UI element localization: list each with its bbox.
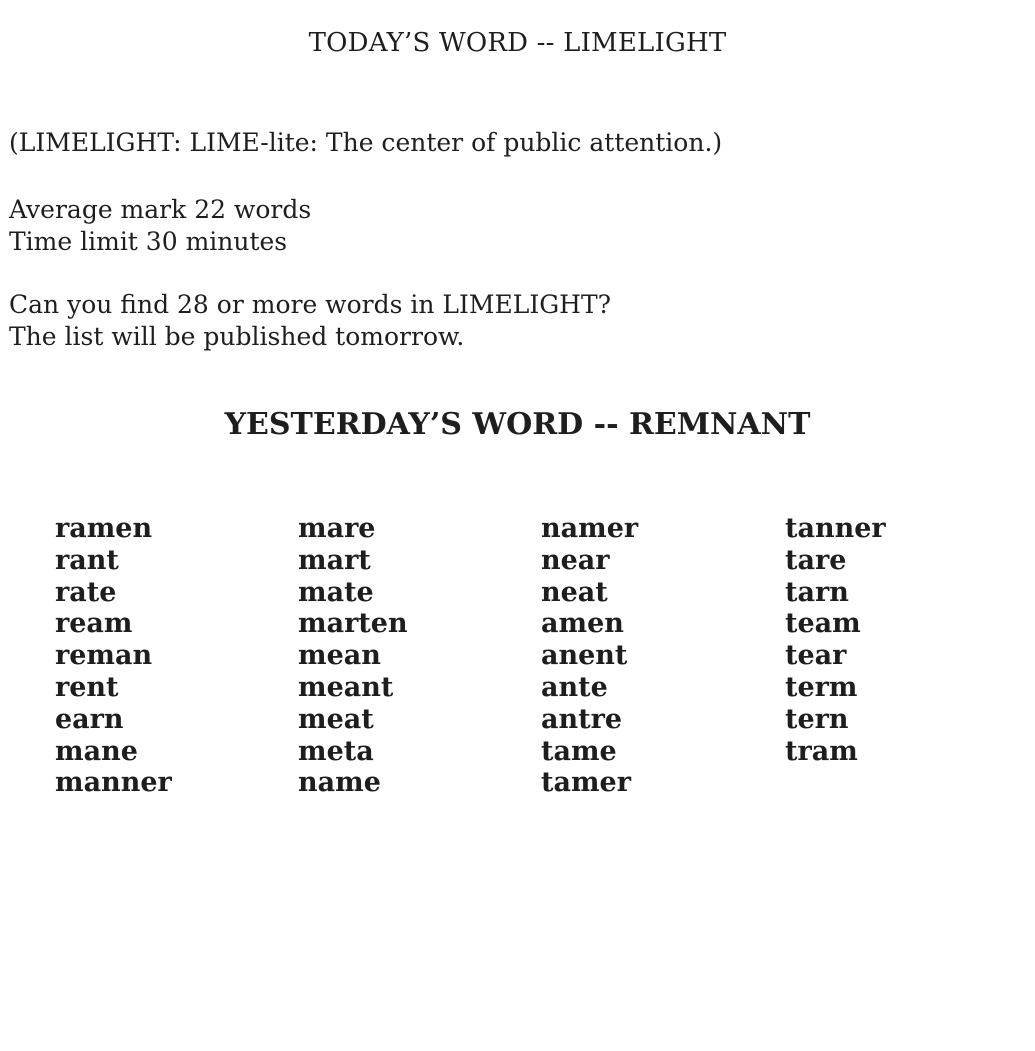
word-item: term [785, 671, 858, 703]
word-item: reman [55, 640, 153, 672]
word-item: tare [785, 544, 847, 576]
word-item: near [541, 544, 610, 576]
word-item: mate [298, 576, 374, 608]
word-column [785, 513, 1025, 767]
word-item: rent [55, 671, 119, 703]
word-item: namer [541, 513, 639, 544]
word-item: neat [541, 576, 608, 608]
word-item: mane [55, 735, 138, 767]
word-column [541, 513, 781, 799]
word-item: name [298, 767, 381, 799]
word-item: rate [55, 576, 117, 608]
time-limit: Time limit 30 minutes [9, 227, 288, 256]
word-item: meat [298, 703, 374, 735]
word-item: tram [785, 735, 858, 767]
word-item: anent [541, 640, 628, 672]
challenge-question: Can you find 28 or more words in LIMELIGHT? [9, 290, 612, 319]
word-column [298, 513, 538, 799]
word-item: mare [298, 513, 376, 544]
word-item: earn [55, 703, 124, 735]
word-item: ante [541, 671, 608, 703]
word-item: mart [298, 544, 371, 576]
word-item: ream [55, 608, 133, 640]
yesterday-word-title: YESTERDAY’S WORD -- REMNANT [224, 407, 811, 442]
word-item: tame [541, 735, 617, 767]
word-item: marten [298, 608, 408, 640]
word-item: mean [298, 640, 381, 672]
word-column [55, 513, 295, 799]
yesterday-word-list [55, 513, 1035, 813]
word-item: amen [541, 608, 624, 640]
word-item: tern [785, 703, 849, 735]
word-item: rant [55, 544, 119, 576]
word-item: tamer [541, 767, 631, 799]
average-mark: Average mark 22 words [9, 195, 312, 224]
word-item: manner [55, 767, 172, 799]
today-word-title: TODAY’S WORD -- LIMELIGHT [308, 28, 727, 58]
publish-note: The list will be published tomorrow. [9, 322, 465, 351]
word-definition: (LIMELIGHT: LIME-lite: The center of public attention.) [9, 128, 723, 157]
word-item: tarn [785, 576, 849, 608]
word-item: tear [785, 640, 847, 672]
word-item: meta [298, 735, 374, 767]
word-item: tanner [785, 513, 886, 544]
word-item: ramen [55, 513, 153, 544]
word-item: antre [541, 703, 622, 735]
word-item: meant [298, 671, 394, 703]
word-item: team [785, 608, 861, 640]
